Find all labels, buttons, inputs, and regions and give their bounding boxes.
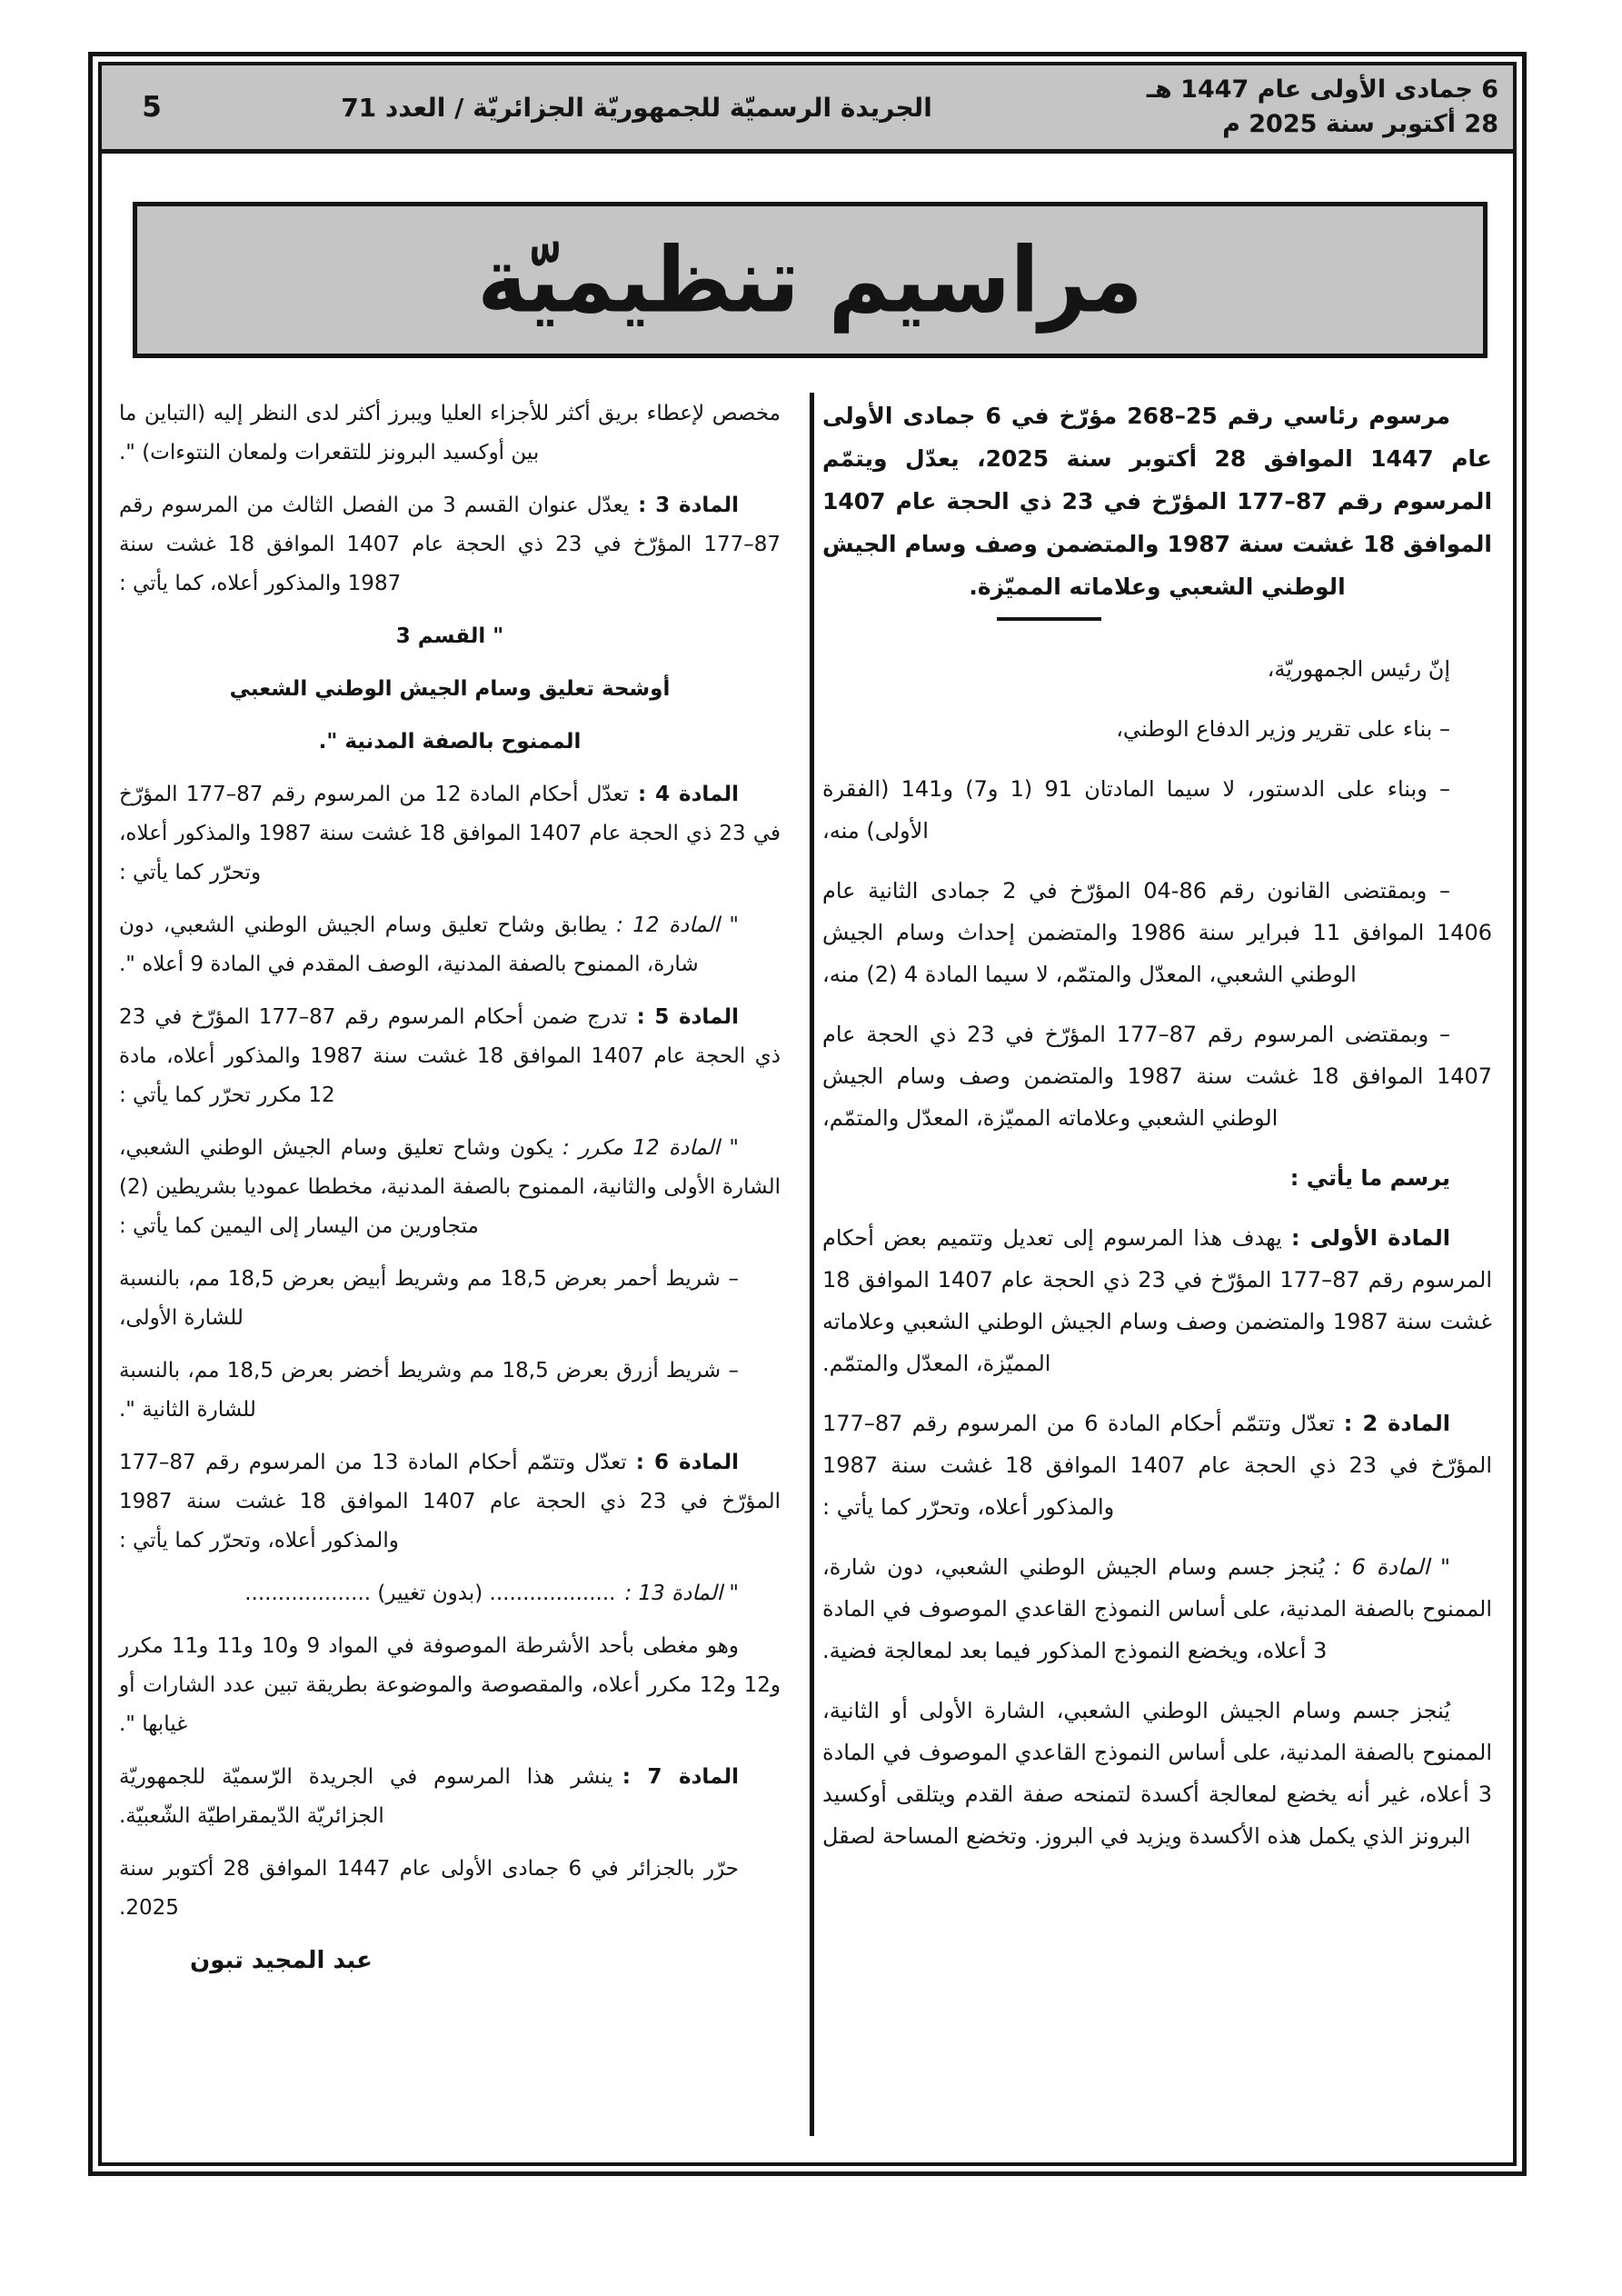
header-dates bbox=[1071, 73, 1498, 142]
left-column bbox=[119, 394, 781, 1994]
article-1-text: يهدف هذا المرسوم إلى تعديل وتتميم بعض أحكام المرسوم رقم 87–177 المؤرّخ في 23 ذي الحجة عام 1407 الموافق 18 غشت سنة 1987 والمتضمن وصف وسام الجيش الوطني الشعبي وعلاماته المميّزة، المعدّل والمتمّم. bbox=[822, 1225, 1492, 1376]
quoted-article-12-paragraph bbox=[119, 906, 781, 984]
right-column bbox=[822, 394, 1492, 2158]
gregorian-date: 28 أكتوبر سنة 2025 م bbox=[1222, 110, 1498, 138]
article-4-label: المادة 4 : bbox=[638, 783, 739, 806]
dateline-paragraph: حرّر بالجزائر في 6 جمادى الأولى عام 1447 الموافق 28 أكتوبر سنة 2025. bbox=[119, 1857, 739, 1920]
stripe-item-second: – شريط أزرق بعرض 18,5 مم وشريط أخضر بعرض 18,5 مم، بالنسبة للشارة الثانية ". bbox=[119, 1359, 739, 1422]
article-4-paragraph bbox=[119, 775, 781, 893]
article-6-text: تعدّل وتتمّم أحكام المادة 13 من المرسوم رقم 87–177 المؤرّخ في 23 ذي الحجة عام 1407 الموافق 18 غشت سنة 1987 والمذكور أعلاه، وتحرّر كما يأتي : bbox=[119, 1451, 781, 1552]
quoted-article-12-label: " المادة 12 : bbox=[616, 913, 740, 937]
preamble-constitution: – وبناء على الدستور، لا سيما المادتان 91 (1 و7) و141 (الفقرة الأولى) منه، bbox=[822, 776, 1450, 844]
covering-paragraph: وهو مغطى بأحد الأشرطة الموصوفة في المواد 9 و10 و11 و11 مكرر و12 و12 مكرر أعلاه، والمقصوصة والموضوعة بطريقة تبين عدد الشارات أو غيابها ". bbox=[119, 1634, 781, 1736]
section-3-subheading-1: أوشحة تعليق وسام الجيش الوطني الشعبي bbox=[229, 677, 671, 701]
section-3-subheading-2: الممنوح بالصفة المدنية ". bbox=[318, 730, 582, 754]
article-3-paragraph bbox=[119, 486, 781, 604]
quoted-article-6-paragraph bbox=[822, 1546, 1492, 1672]
preamble-law-86-04: – وبمقتضى القانون رقم 86-04 المؤرّخ في 2 جمادى الثانية عام 1406 الموافق 11 فبراير سنة 1986 والمتضمن إحداث وسام الجيش الوطني الشعبي، المعدّل والمتمّم، لا سيما المادة 4 (2) منه، bbox=[822, 878, 1492, 987]
column-divider bbox=[810, 393, 814, 2136]
quoted-article-12bis-paragraph bbox=[119, 1129, 781, 1246]
header-bar bbox=[102, 65, 1513, 154]
medal-body-paragraph: يُنجز جسم وسام الجيش الوطني الشعبي، الشارة الأولى أو الثانية، الممنوح بالصفة المدنية، على أساس النموذج القاعدي الموصوف في المادة 3 أعلاه، غير أنه يخضع لمعالجة أكسدة لتمنحه صفة القدم ويتلقى أوكسيد البرونز الذي يكمل هذه الأكسدة ويزيد في البروز. وتخضع المساحة لصقل bbox=[822, 1698, 1492, 1849]
intro-separator bbox=[997, 617, 1101, 621]
preamble-report: – بناء على تقرير وزير الدفاع الوطني، bbox=[1116, 716, 1450, 742]
quoted-article-6-text: يُنجز جسم وسام الجيش الوطني الشعبي، دون شارة، الممنوح بالصفة المدنية، على أساس النموذج القاعدي الموصوف في المادة 3 أعلاه، ويخضع النموذج المذكور فيما بعد لمعالجة فضية. bbox=[822, 1554, 1492, 1663]
article-7-paragraph bbox=[119, 1758, 781, 1836]
article-1-paragraph bbox=[822, 1217, 1492, 1384]
quoted-article-13-label: " المادة 13 : bbox=[624, 1582, 739, 1605]
quoted-article-6-label: " المادة 6 : bbox=[1333, 1554, 1450, 1580]
preamble-president: إنّ رئيس الجمهوريّة، bbox=[1267, 656, 1450, 682]
continuation-paragraph: مخصص لإعطاء بريق أكثر للأجزاء العليا ويبرز أكثر لدى النظر إليه (التباين ما بين أوكسيد البرونز للتقعرات ولمعان النتوءات) ". bbox=[119, 402, 781, 464]
article-5-paragraph bbox=[119, 998, 781, 1115]
preamble-decree-87-177: – وبمقتضى المرسوم رقم 87–177 المؤرّخ في 23 ذي الحجة عام 1407 الموافق 18 غشت سنة 1987 والمتضمن وصف وسام الجيش الوطني الشعبي وعلاماته المميّزة، المعدّل والمتمّم، bbox=[822, 1022, 1492, 1131]
quoted-article-12bis-text: يكون وشاح تعليق وسام الجيش الوطني الشعبي، الشارة الأولى والثانية، الممنوح بالصفة المدنية، مخططا عموديا بشريطين (2) متجاورين من اليسار إلى اليمين كما يأتي : bbox=[119, 1136, 781, 1238]
quoted-article-13-paragraph bbox=[119, 1574, 781, 1613]
section-banner-title: مراسيم تنظيميّة bbox=[477, 227, 1143, 333]
enactment-line: يرسم ما يأتي : bbox=[1289, 1165, 1450, 1191]
article-7-text: ينشر هذا المرسوم في الجريدة الرّسميّة للجمهوريّة الجزائريّة الدّيمقراطيّة الشّعبيّة. bbox=[119, 1765, 613, 1828]
article-7-label: المادة 7 : bbox=[622, 1765, 739, 1789]
signature: عبد المجيد تبون bbox=[190, 1947, 373, 1974]
decree-intro: مرسوم رئاسي رقم 25–268 مؤرّخ في 6 جمادى الأولى عام 1447 الموافق 28 أكتوبر سنة 2025، يعدّل ويتمّم المرسوم رقم 87–177 المؤرّخ في 23 ذي الحجة عام 1407 الموافق 18 غشت سنة 1987 والمتضمن وصف وسام الجيش الوطني الشعبي وعلاماته المميّزة. bbox=[822, 403, 1492, 600]
stripe-item-first: – شريط أحمر بعرض 18,5 مم وشريط أبيض بعرض 18,5 مم، بالنسبة للشارة الأولى، bbox=[119, 1267, 739, 1330]
section-banner bbox=[133, 202, 1488, 358]
article-2-label: المادة 2 : bbox=[1343, 1411, 1451, 1436]
hijri-date: 6 جمادى الأولى عام 1447 هـ bbox=[1146, 75, 1498, 104]
journal-title: الجريدة الرسميّة للجمهوريّة الجزائريّة / العدد 71 bbox=[341, 92, 932, 123]
article-1-label: المادة الأولى : bbox=[1290, 1225, 1450, 1251]
quoted-article-12-text: يطابق وشاح تعليق وسام الجيش الوطني الشعبي، دون شارة، الممنوح بالصفة المدنية، الوصف المقدم في المادة 9 أعلاه ". bbox=[119, 913, 699, 976]
article-3-text: يعدّل عنوان القسم 3 من الفصل الثالث من المرسوم رقم 87–177 المؤرّخ في 23 ذي الحجة عام 1407 الموافق 18 غشت سنة 1987 والمذكور أعلاه، كما يأتي : bbox=[119, 494, 781, 595]
quoted-article-13-text: ................... (بدون تغيير) ................... bbox=[244, 1582, 616, 1605]
article-6-label: المادة 6 : bbox=[635, 1451, 739, 1474]
article-3-label: المادة 3 : bbox=[638, 494, 740, 517]
section-3-heading: " القسم 3 bbox=[395, 624, 504, 648]
article-2-text: تعدّل وتتمّم أحكام المادة 6 من المرسوم رقم 87–177 المؤرّخ في 23 ذي الحجة عام 1407 الموافق 18 غشت سنة 1987 والمذكور أعلاه، وتحرّر كما يأتي : bbox=[822, 1411, 1492, 1520]
article-6-paragraph bbox=[119, 1443, 781, 1561]
article-5-text: تدرج ضمن أحكام المرسوم رقم 87–177 المؤرّخ في 23 ذي الحجة عام 1407 الموافق 18 غشت سنة 1987 والمذكور أعلاه، مادة 12 مكرر تحرّر كما يأتي : bbox=[119, 1005, 781, 1107]
article-5-label: المادة 5 : bbox=[636, 1005, 739, 1029]
quoted-article-12bis-label: " المادة 12 مكرر : bbox=[562, 1136, 739, 1160]
page-number: 5 bbox=[142, 91, 162, 124]
article-4-text: تعدّل أحكام المادة 12 من المرسوم رقم 87–177 المؤرّخ في 23 ذي الحجة عام 1407 الموافق 18 غشت سنة 1987 والمذكور أعلاه، وتحرّر كما يأتي : bbox=[119, 783, 781, 884]
article-2-paragraph bbox=[822, 1403, 1492, 1528]
